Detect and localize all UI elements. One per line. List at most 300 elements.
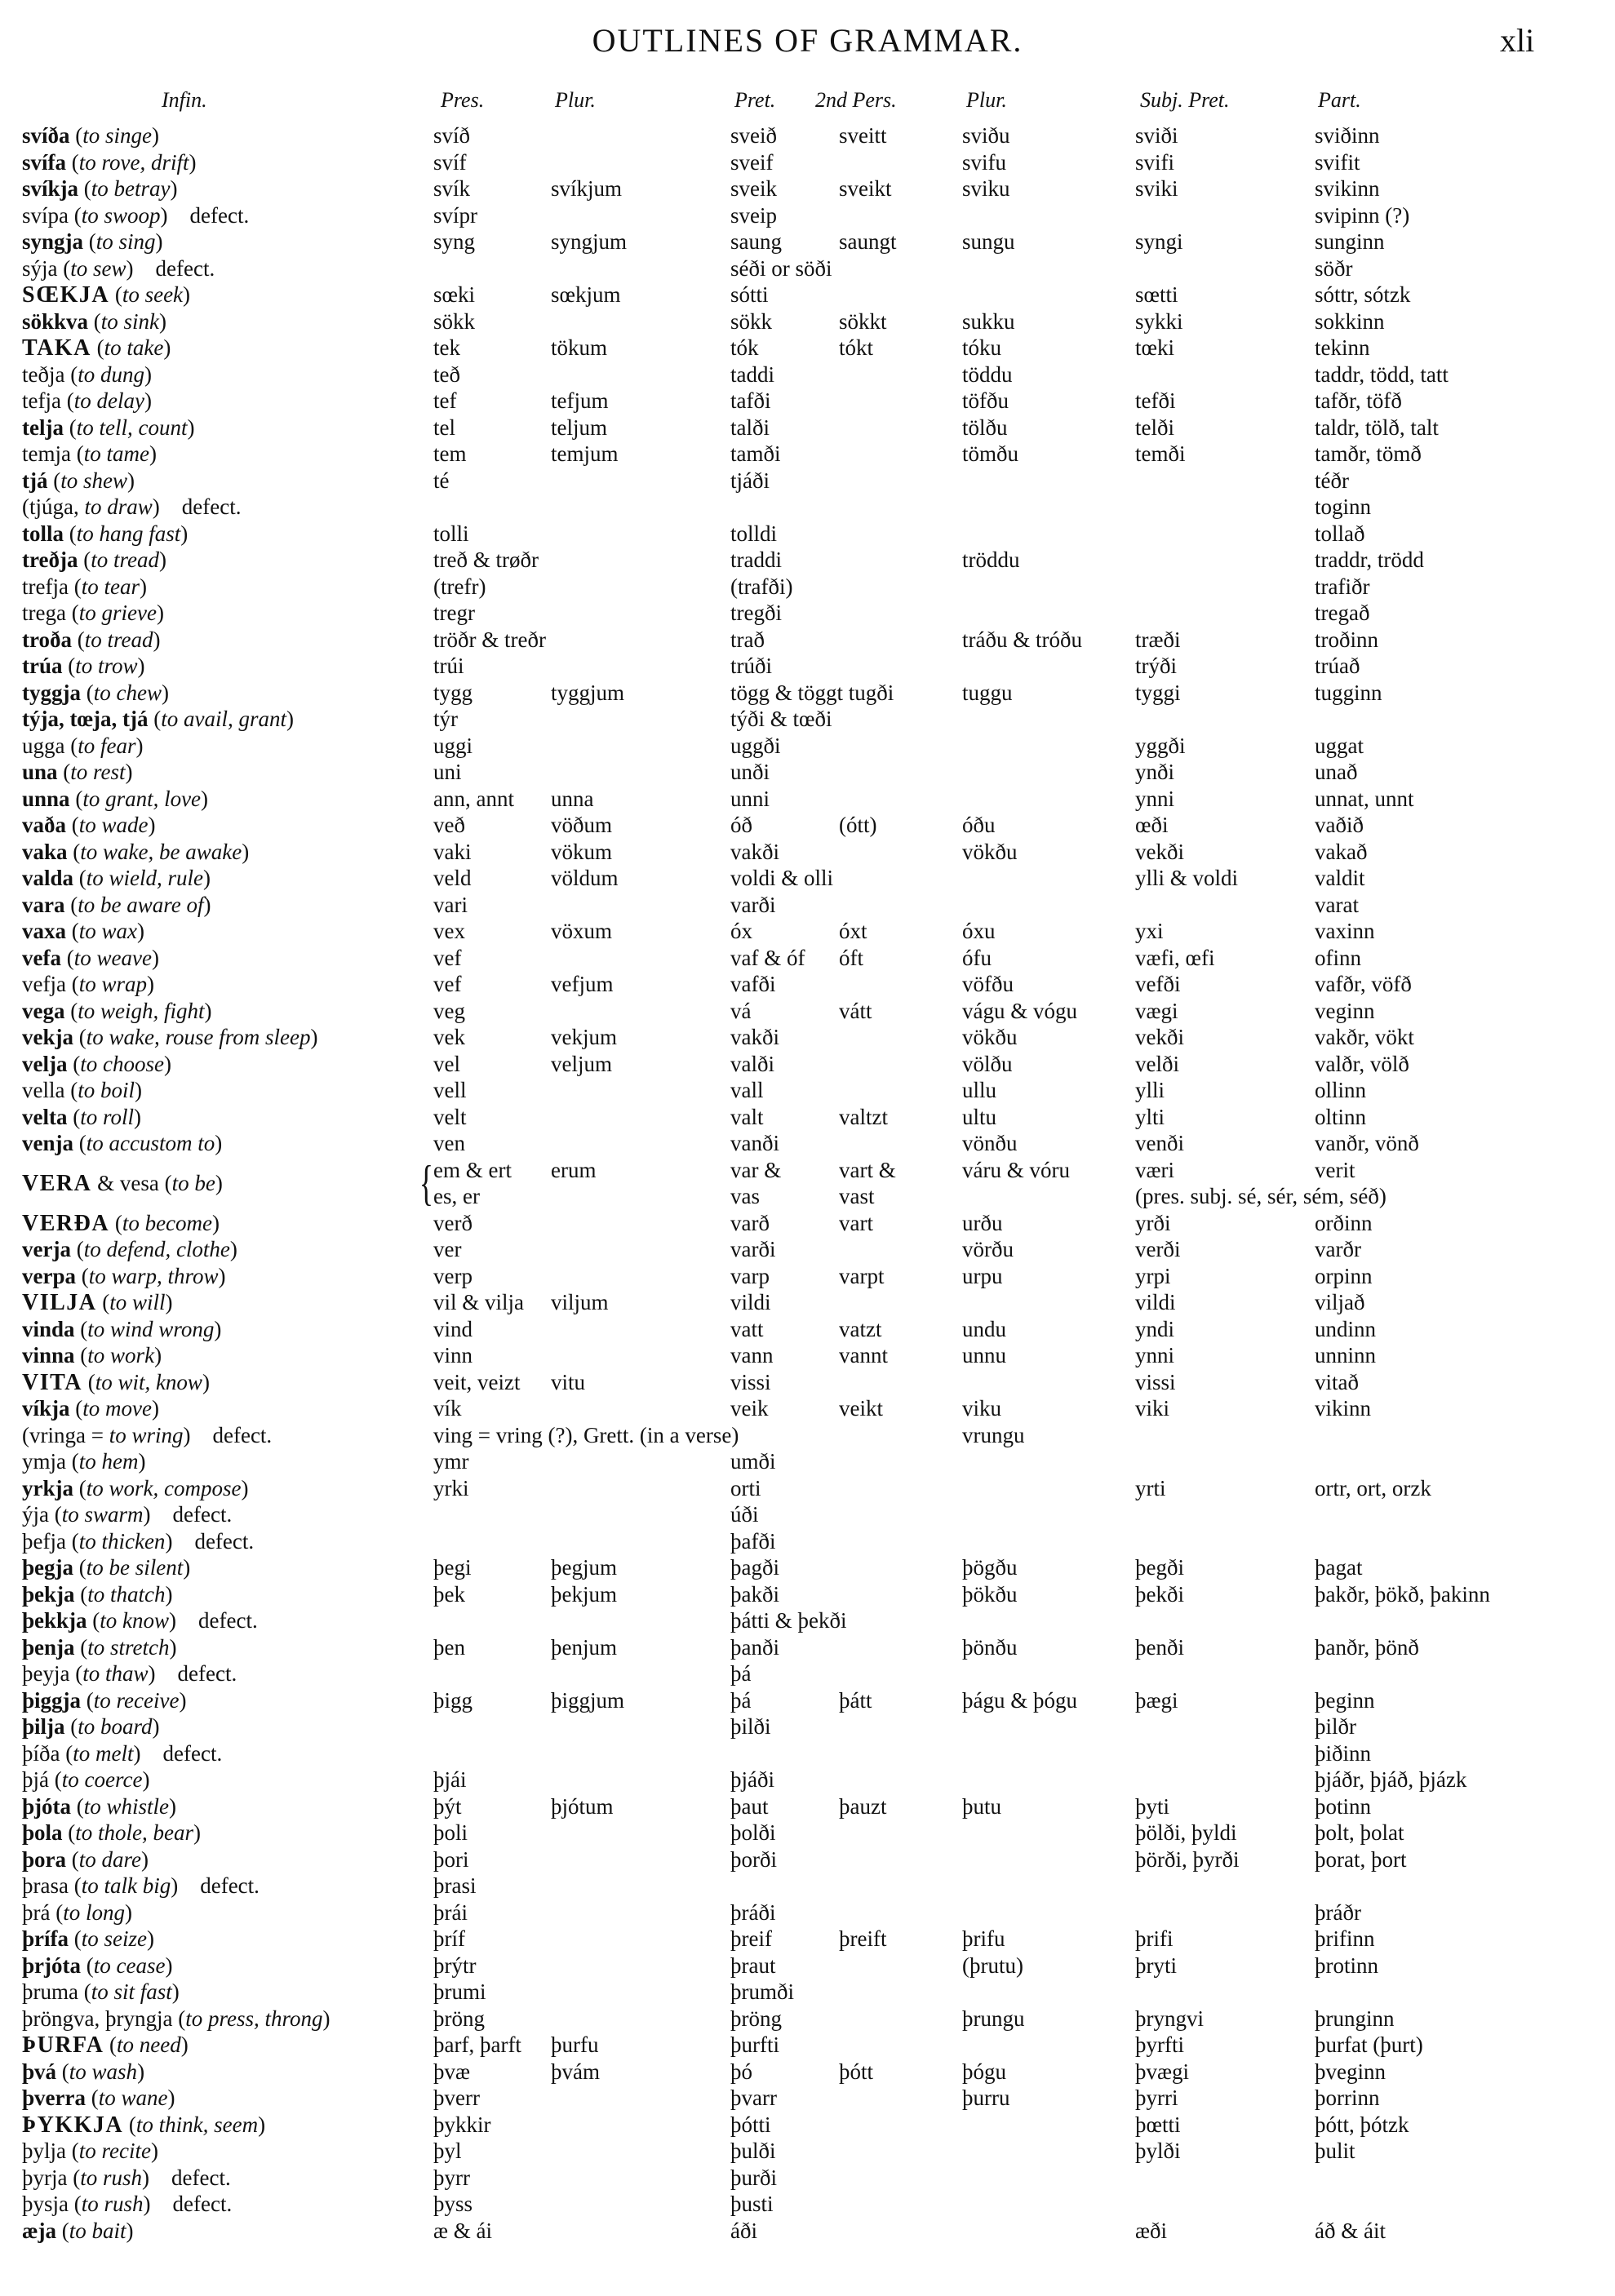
gloss: to accustom to bbox=[86, 1131, 215, 1155]
infinitive-cell: svífa (to rove, drift) bbox=[22, 149, 197, 175]
participle-cell: þotinn bbox=[1315, 1793, 1372, 1819]
present-cell: vaki bbox=[433, 839, 472, 864]
header-preterite-plural: Plur. bbox=[966, 88, 1007, 112]
defective-note: defect. bbox=[212, 1422, 273, 1447]
infinitive-cell: telja (to tell, count) bbox=[22, 414, 195, 440]
present-cell: þek bbox=[433, 1581, 465, 1607]
defective-note: defect. bbox=[198, 1608, 258, 1633]
participle-cell: orpinn bbox=[1315, 1263, 1373, 1288]
preterite-plural-cell: tölðu bbox=[962, 414, 1008, 440]
present-cell: þríf bbox=[433, 1926, 465, 1951]
infinitive-cell: velta (to roll) bbox=[22, 1104, 141, 1129]
infinitive-cell: vefja (to wrap) bbox=[22, 972, 154, 996]
preterite-plural-cell: óðu bbox=[962, 813, 996, 837]
present-cell: þjái bbox=[433, 1767, 467, 1792]
preterite-cell: þreif bbox=[730, 1926, 772, 1951]
preterite-plural-cell: vönðu bbox=[962, 1131, 1018, 1155]
gloss: to be aware of bbox=[78, 892, 204, 917]
table-row bbox=[0, 2059, 1615, 2085]
present-cell: tygg bbox=[433, 680, 473, 705]
headword: sökkva bbox=[22, 308, 89, 334]
participle-cell: sokkinn bbox=[1315, 308, 1385, 334]
present-cell: syng bbox=[433, 229, 476, 254]
present-plural-cell: teljum bbox=[551, 414, 607, 440]
preterite-cell: þolði bbox=[730, 1820, 776, 1845]
headword: þrjóta bbox=[22, 1952, 81, 1978]
preterite-plural-cell: þurru bbox=[962, 2085, 1010, 2110]
table-row bbox=[0, 2165, 1615, 2192]
preterite-cell: umði bbox=[730, 1449, 776, 1474]
headword: þekja bbox=[22, 1581, 75, 1607]
preterite-cell: þilði bbox=[730, 1714, 771, 1739]
headword: vinda bbox=[22, 1316, 75, 1341]
headword: telja bbox=[22, 414, 64, 440]
participle-cell: trafiðr bbox=[1315, 574, 1370, 599]
present-cell: teð bbox=[433, 361, 460, 387]
preterite-cell: vatt bbox=[730, 1316, 764, 1341]
present-cell: vek bbox=[433, 1025, 465, 1049]
subjunctive-preterite-cell: þægi bbox=[1135, 1687, 1178, 1713]
preterite-cell: unði bbox=[730, 760, 770, 784]
headword: vara bbox=[22, 892, 65, 917]
table-row bbox=[0, 1713, 1615, 1740]
headword: vaka bbox=[22, 839, 68, 864]
infinitive-cell: una (to rest) bbox=[22, 760, 133, 784]
participle-cell: téðr bbox=[1315, 468, 1349, 493]
preterite-plural-cell: ullu bbox=[962, 1078, 997, 1102]
preterite-plural-cell: undu bbox=[962, 1316, 1006, 1341]
present-plural-cell: viljum bbox=[551, 1290, 609, 1314]
participle-cell: þorat, þort bbox=[1315, 1846, 1407, 1872]
preterite-cell: sveið bbox=[730, 123, 777, 148]
gloss: to wax bbox=[78, 919, 137, 943]
gloss: to wield, rule bbox=[86, 866, 204, 890]
participle-cell: svipinn (?) bbox=[1315, 202, 1410, 228]
present-cell: tolli bbox=[433, 521, 469, 546]
present-cell: vinn bbox=[433, 1343, 473, 1367]
table-row bbox=[0, 1157, 1615, 1210]
present-plural-cell: þegjum bbox=[551, 1555, 617, 1580]
table-row bbox=[0, 1263, 1615, 1290]
headword: þegja bbox=[22, 1555, 73, 1580]
subjunctive-preterite-cell: sviki bbox=[1135, 176, 1178, 201]
headword: temja bbox=[22, 441, 71, 466]
gloss: to whistle bbox=[83, 1793, 170, 1819]
preterite-plural-cell: sviku bbox=[962, 176, 1010, 201]
preterite-cell: þulði bbox=[730, 2139, 776, 2163]
infinitive-cell: vinda (to wind wrong) bbox=[22, 1316, 222, 1341]
preterite-cell: þótti bbox=[730, 2112, 771, 2137]
table-row bbox=[0, 1077, 1615, 1104]
gloss: to wrap bbox=[78, 972, 147, 996]
headword: VERA bbox=[22, 1170, 92, 1196]
preterite-cell: þanði bbox=[730, 1634, 779, 1660]
present-cell: tel bbox=[433, 414, 455, 440]
headword: þröngva, þryngja bbox=[22, 2006, 173, 2031]
infinitive-cell: þefja (to thicken) defect. bbox=[22, 1528, 255, 1554]
gloss: to sit fast bbox=[91, 1979, 172, 2004]
participle-cell: þorrinn bbox=[1315, 2085, 1380, 2110]
gloss: to will bbox=[109, 1290, 166, 1314]
present-cell: veð bbox=[433, 813, 465, 837]
infinitive-cell: þiggja (to receive) bbox=[22, 1687, 187, 1713]
table-row bbox=[0, 1979, 1615, 2006]
gloss: to betray bbox=[91, 176, 171, 201]
infinitive-cell: þysja (to rush) defect. bbox=[22, 2192, 233, 2216]
present-cell: þýt bbox=[433, 1793, 462, 1819]
headword: VITA bbox=[22, 1369, 82, 1395]
headword: týja, tœja, tjá bbox=[22, 707, 149, 731]
infinitive-cell: þrjóta (to cease) bbox=[22, 1952, 173, 1978]
second-person-cell: sökkt bbox=[839, 308, 887, 334]
preterite-cell: sveik bbox=[730, 176, 777, 201]
gloss: to seize bbox=[81, 1926, 147, 1951]
preterite-plural-cell: töfðu bbox=[962, 388, 1009, 413]
participle-cell: þakðr, þökð, þakinn bbox=[1315, 1581, 1490, 1607]
participle-cell: varðr bbox=[1315, 1237, 1361, 1261]
participle-cell: vaðið bbox=[1315, 813, 1364, 837]
gloss: to weigh, fight bbox=[78, 998, 205, 1023]
present-cell: þoli bbox=[433, 1820, 468, 1845]
present-plural-cell: þjótum bbox=[551, 1793, 614, 1819]
preterite-cell: þröng bbox=[730, 2006, 782, 2031]
present-cell: vind bbox=[433, 1316, 473, 1341]
headword: verpa bbox=[22, 1263, 76, 1288]
headword: ÞYKKJA bbox=[22, 2112, 124, 2138]
table-row bbox=[0, 1130, 1615, 1157]
gloss: to defend, clothe bbox=[83, 1237, 230, 1261]
infinitive-cell: svíða (to singe) bbox=[22, 123, 160, 148]
present-cell: þverr bbox=[433, 2085, 480, 2110]
headword: vekja bbox=[22, 1025, 73, 1049]
header-present-plural: Plur. bbox=[555, 88, 596, 112]
participle-cell: vaxinn bbox=[1315, 919, 1375, 943]
second-person-cell: þátt bbox=[839, 1687, 872, 1713]
gloss: to sew bbox=[70, 255, 126, 281]
table-row bbox=[0, 1554, 1615, 1581]
headword: TAKA bbox=[22, 335, 91, 361]
present-cell: tek bbox=[433, 335, 460, 360]
headword: svíkja bbox=[22, 176, 79, 201]
participle-cell: þiðinn bbox=[1315, 1740, 1372, 1766]
present-plural-cell: þenjum bbox=[551, 1634, 617, 1660]
gloss: to tame bbox=[83, 441, 149, 466]
table-row bbox=[0, 653, 1615, 680]
present-cell: þigg bbox=[433, 1687, 473, 1713]
headword: svípa bbox=[22, 202, 69, 228]
headword: þrífa bbox=[22, 1926, 69, 1951]
defective-note: defect. bbox=[189, 202, 250, 228]
infinitive-cell: tefja (to delay) bbox=[22, 388, 152, 413]
headword: tjá bbox=[22, 468, 48, 493]
table-row bbox=[0, 2218, 1615, 2245]
table-row bbox=[0, 1926, 1615, 1952]
subjunctive-preterite-cell: trýði bbox=[1135, 654, 1177, 678]
second-person-cell: varpt bbox=[839, 1263, 885, 1288]
table-row bbox=[0, 680, 1615, 707]
second-person-cell: þauzt bbox=[839, 1793, 887, 1819]
headword: þrá bbox=[22, 1899, 51, 1925]
headword: unna bbox=[22, 786, 70, 811]
participle-cell: verit bbox=[1315, 1157, 1355, 1182]
subjunctive-preterite-cell: temði bbox=[1135, 441, 1186, 466]
present-cell: ver bbox=[433, 1237, 462, 1261]
preterite-plural-cell: þógu bbox=[962, 2059, 1006, 2084]
preterite-cell: voldi & olli bbox=[730, 866, 834, 890]
infinitive-cell: troða (to tread) bbox=[22, 627, 161, 652]
participle-cell: vakað bbox=[1315, 839, 1368, 864]
gloss: to be silent bbox=[86, 1555, 184, 1580]
present-plural-cell: erum bbox=[551, 1157, 597, 1182]
headword: SŒKJA bbox=[22, 282, 110, 308]
second-person-cell: tókt bbox=[839, 335, 874, 360]
preterite-cell: sökk bbox=[730, 308, 773, 334]
infinitive-cell: þrífa (to seize) bbox=[22, 1926, 154, 1951]
preterite-cell: varði bbox=[730, 892, 776, 917]
table-row bbox=[0, 1422, 1615, 1449]
preterite-plural-cell: tömðu bbox=[962, 441, 1019, 466]
table-row bbox=[0, 149, 1615, 176]
headword: una bbox=[22, 760, 58, 784]
present-cell: þori bbox=[433, 1846, 469, 1872]
present-plural-cell: temjum bbox=[551, 441, 619, 466]
participle-cell: vakðr, vökt bbox=[1315, 1025, 1414, 1049]
gloss: to wake, rouse from sleep bbox=[86, 1025, 311, 1049]
gloss: to board bbox=[78, 1714, 153, 1739]
defective-note: defect. bbox=[177, 1661, 237, 1686]
headword: velja bbox=[22, 1051, 68, 1076]
subjunctive-preterite-cell: ylli bbox=[1135, 1078, 1165, 1102]
table-row bbox=[0, 1369, 1615, 1396]
table-row bbox=[0, 1846, 1615, 1873]
subjunctive-preterite-cell: velði bbox=[1135, 1051, 1179, 1076]
preterite-cell: uggði bbox=[730, 733, 781, 758]
preterite-cell: vaf & óf bbox=[730, 945, 805, 970]
infinitive-cell: þverra (to wane) bbox=[22, 2085, 175, 2110]
page-number: xli bbox=[1500, 22, 1535, 59]
present-plural-cell: þekjum bbox=[551, 1581, 617, 1607]
subjunctive-preterite-cell: yrði bbox=[1135, 1210, 1171, 1235]
present-cell: veit, veizt bbox=[433, 1369, 521, 1394]
present-cell: vef bbox=[433, 945, 462, 970]
subjunctive-preterite-cell: sykki bbox=[1135, 308, 1183, 334]
table-row bbox=[0, 759, 1615, 786]
gloss: to trow bbox=[75, 654, 138, 678]
gloss: to sing bbox=[95, 229, 156, 254]
participle-cell: uggat bbox=[1315, 733, 1364, 758]
subjunctive-preterite-cell: þyrfti bbox=[1135, 2032, 1184, 2057]
participle-cell: oltinn bbox=[1315, 1104, 1367, 1129]
table-row bbox=[0, 388, 1615, 414]
table-row bbox=[0, 1528, 1615, 1555]
preterite-plural-cell: þrungu bbox=[962, 2006, 1025, 2031]
present-cell: þvæ bbox=[433, 2059, 471, 2084]
second-person-cell: vatzt bbox=[839, 1316, 882, 1341]
preterite-cell: þaut bbox=[730, 1793, 769, 1819]
infinitive-cell: þrá (to long) bbox=[22, 1899, 132, 1925]
subjunctive-preterite-cell: viki bbox=[1135, 1396, 1170, 1421]
defective-note: defect. bbox=[172, 1502, 233, 1527]
gloss: to grant, love bbox=[82, 786, 202, 811]
infinitive-cell: vaka (to wake, be awake) bbox=[22, 839, 250, 864]
gloss: to boil bbox=[78, 1078, 135, 1102]
present-cell: ving = vring (?), Grett. (in a verse) bbox=[433, 1422, 739, 1447]
table-row bbox=[0, 494, 1615, 521]
infinitive-cell: þola (to thole, bear) bbox=[22, 1820, 202, 1845]
preterite-cell: áði bbox=[730, 2218, 757, 2243]
preterite-cell: vafði bbox=[730, 972, 776, 996]
preterite-cell: var & vas bbox=[730, 1157, 782, 1208]
participle-cell: þrunginn bbox=[1315, 2006, 1395, 2031]
subjunctive-preterite-cell: ylli & voldi bbox=[1135, 866, 1239, 890]
present-cell: veld bbox=[433, 866, 472, 890]
subjunctive-preterite-cell: þylði bbox=[1135, 2139, 1181, 2163]
table-row bbox=[0, 706, 1615, 733]
preterite-cell: vall bbox=[730, 1078, 764, 1102]
table-row bbox=[0, 1687, 1615, 1714]
defective-note: defect. bbox=[194, 1528, 255, 1554]
infinitive-cell: þvá (to wash) bbox=[22, 2059, 145, 2084]
table-row bbox=[0, 945, 1615, 972]
participle-cell: orðinn bbox=[1315, 1210, 1373, 1235]
subjunctive-preterite-cell: yrpi bbox=[1135, 1263, 1171, 1288]
preterite-cell: séði or söði bbox=[730, 255, 832, 281]
participle-cell: valdit bbox=[1315, 866, 1365, 890]
infinitive-cell: þilja (to board) bbox=[22, 1714, 160, 1739]
header-participle: Part. bbox=[1318, 88, 1361, 112]
preterite-cell: tregði bbox=[730, 601, 782, 625]
gloss: to long bbox=[63, 1899, 125, 1925]
preterite-cell: þátti & þekði bbox=[730, 1608, 847, 1633]
present-cell: vík bbox=[433, 1396, 462, 1421]
gloss: to dare bbox=[78, 1846, 141, 1872]
subjunctive-preterite-cell: vekði bbox=[1135, 839, 1184, 864]
gloss: to become bbox=[122, 1210, 213, 1235]
infinitive-cell: vefa (to weave) bbox=[22, 945, 159, 970]
header-preterite: Pret. bbox=[734, 88, 776, 112]
table-row bbox=[0, 812, 1615, 839]
infinitive-cell: vekja (to wake, rouse from sleep) bbox=[22, 1025, 318, 1049]
headword: vinna bbox=[22, 1343, 75, 1367]
infinitive-cell: ýja (to swarm) defect. bbox=[22, 1502, 233, 1527]
table-row bbox=[0, 1952, 1615, 1979]
present-cell: ann, annt bbox=[433, 786, 514, 811]
gloss: to tear bbox=[81, 574, 140, 599]
headword: ÞURFA bbox=[22, 2032, 104, 2058]
second-person-cell: vart & vast bbox=[839, 1157, 896, 1208]
present-cell: vari bbox=[433, 892, 468, 917]
gloss: to take bbox=[104, 335, 164, 360]
infinitive-cell: vella (to boil) bbox=[22, 1078, 142, 1102]
infinitive-cell: VERA & vesa (to be) bbox=[22, 1170, 223, 1196]
second-person-cell: vannt bbox=[839, 1343, 888, 1367]
preterite-cell: sótti bbox=[730, 282, 769, 307]
participle-cell: veginn bbox=[1315, 998, 1375, 1023]
infinitive-cell: tyggja (to chew) bbox=[22, 680, 169, 705]
preterite-plural-cell: þögðu bbox=[962, 1555, 1018, 1580]
subjunctive-preterite-cell: yxi bbox=[1135, 919, 1164, 943]
infinitive-cell: vaxa (to wax) bbox=[22, 919, 144, 943]
gloss: to roll bbox=[80, 1104, 134, 1129]
headword: verja bbox=[22, 1237, 71, 1261]
infinitive-cell: þekkja (to know) defect. bbox=[22, 1608, 258, 1633]
subjunctive-preterite-cell: tyggi bbox=[1135, 680, 1181, 705]
participle-cell: svikinn bbox=[1315, 176, 1380, 201]
present-plural-cell: tyggjum bbox=[551, 680, 625, 705]
preterite-cell: þusti bbox=[730, 2192, 774, 2216]
preterite-cell: saung bbox=[730, 229, 782, 254]
present-cell: yrki bbox=[433, 1475, 469, 1500]
participle-cell: traddr, trödd bbox=[1315, 547, 1424, 572]
participle-cell: troðinn bbox=[1315, 627, 1378, 652]
subjunctive-preterite-cell: vægi bbox=[1135, 998, 1178, 1023]
preterite-cell: trað bbox=[730, 627, 765, 652]
table-row bbox=[0, 1210, 1615, 1237]
participle-cell: tollað bbox=[1315, 521, 1365, 546]
preterite-plural-cell: svifu bbox=[962, 149, 1006, 175]
present-cell: þegi bbox=[433, 1555, 472, 1580]
headword: tefja bbox=[22, 388, 61, 413]
headword: trúa bbox=[22, 654, 63, 678]
infinitive-cell: ugga (to fear) bbox=[22, 733, 144, 758]
present-plural-cell: unna bbox=[551, 786, 594, 811]
gloss: to tell, count bbox=[76, 414, 188, 440]
subjunctive-preterite-cell: þörði, þyrði bbox=[1135, 1846, 1240, 1872]
preterite-cell: þurði bbox=[730, 2165, 777, 2190]
second-person-cell: vart bbox=[839, 1210, 873, 1235]
gloss: to tread bbox=[84, 627, 153, 652]
preterite-cell: vanði bbox=[730, 1131, 779, 1155]
gloss: to cease bbox=[93, 1952, 166, 1978]
preterite-cell: þráði bbox=[730, 1899, 776, 1925]
gloss: to think, seem bbox=[135, 2112, 259, 2137]
infinitive-cell: þekja (to thatch) bbox=[22, 1581, 173, 1607]
subjunctive-preterite-cell: æði bbox=[1135, 2218, 1168, 2243]
present-cell: þarf, þarft bbox=[433, 2032, 521, 2057]
headword: þeyja bbox=[22, 1661, 70, 1686]
gloss: to wring bbox=[109, 1422, 184, 1447]
participle-cell: þótt, þótzk bbox=[1315, 2112, 1409, 2137]
infinitive-prefix: (tjúga, bbox=[22, 494, 79, 519]
headword: sýja bbox=[22, 255, 58, 281]
gloss: to singe bbox=[82, 123, 153, 148]
gloss: to talk big bbox=[81, 1873, 171, 1898]
gloss: to stretch bbox=[87, 1634, 170, 1660]
headword: VERÐA bbox=[22, 1210, 110, 1236]
second-person-cell: óft bbox=[839, 945, 863, 970]
infinitive-cell: trega (to grieve) bbox=[22, 601, 164, 625]
defective-note: defect. bbox=[172, 2192, 233, 2216]
preterite-cell: sveip bbox=[730, 202, 777, 228]
preterite-cell: veik bbox=[730, 1396, 769, 1421]
gloss: to rush bbox=[80, 2165, 143, 2190]
headword: vefa bbox=[22, 945, 61, 970]
second-person-cell: sveikt bbox=[839, 176, 892, 201]
table-row bbox=[0, 1607, 1615, 1634]
present-cell: tregr bbox=[433, 601, 475, 625]
participle-cell: þrotinn bbox=[1315, 1952, 1378, 1978]
header-present: Pres. bbox=[441, 88, 485, 112]
gloss: to thatch bbox=[87, 1581, 166, 1607]
present-plural-cell: veljum bbox=[551, 1051, 612, 1076]
preterite-cell: þakði bbox=[730, 1581, 779, 1607]
subjunctive-preterite-cell: tefði bbox=[1135, 388, 1176, 413]
headword: þíða bbox=[22, 1740, 60, 1766]
gloss: to wash bbox=[69, 2059, 138, 2084]
subjunctive-preterite-cell: ynni bbox=[1135, 786, 1175, 811]
participle-cell: þagat bbox=[1315, 1555, 1363, 1580]
infinitive-cell: velja (to choose) bbox=[22, 1051, 171, 1076]
